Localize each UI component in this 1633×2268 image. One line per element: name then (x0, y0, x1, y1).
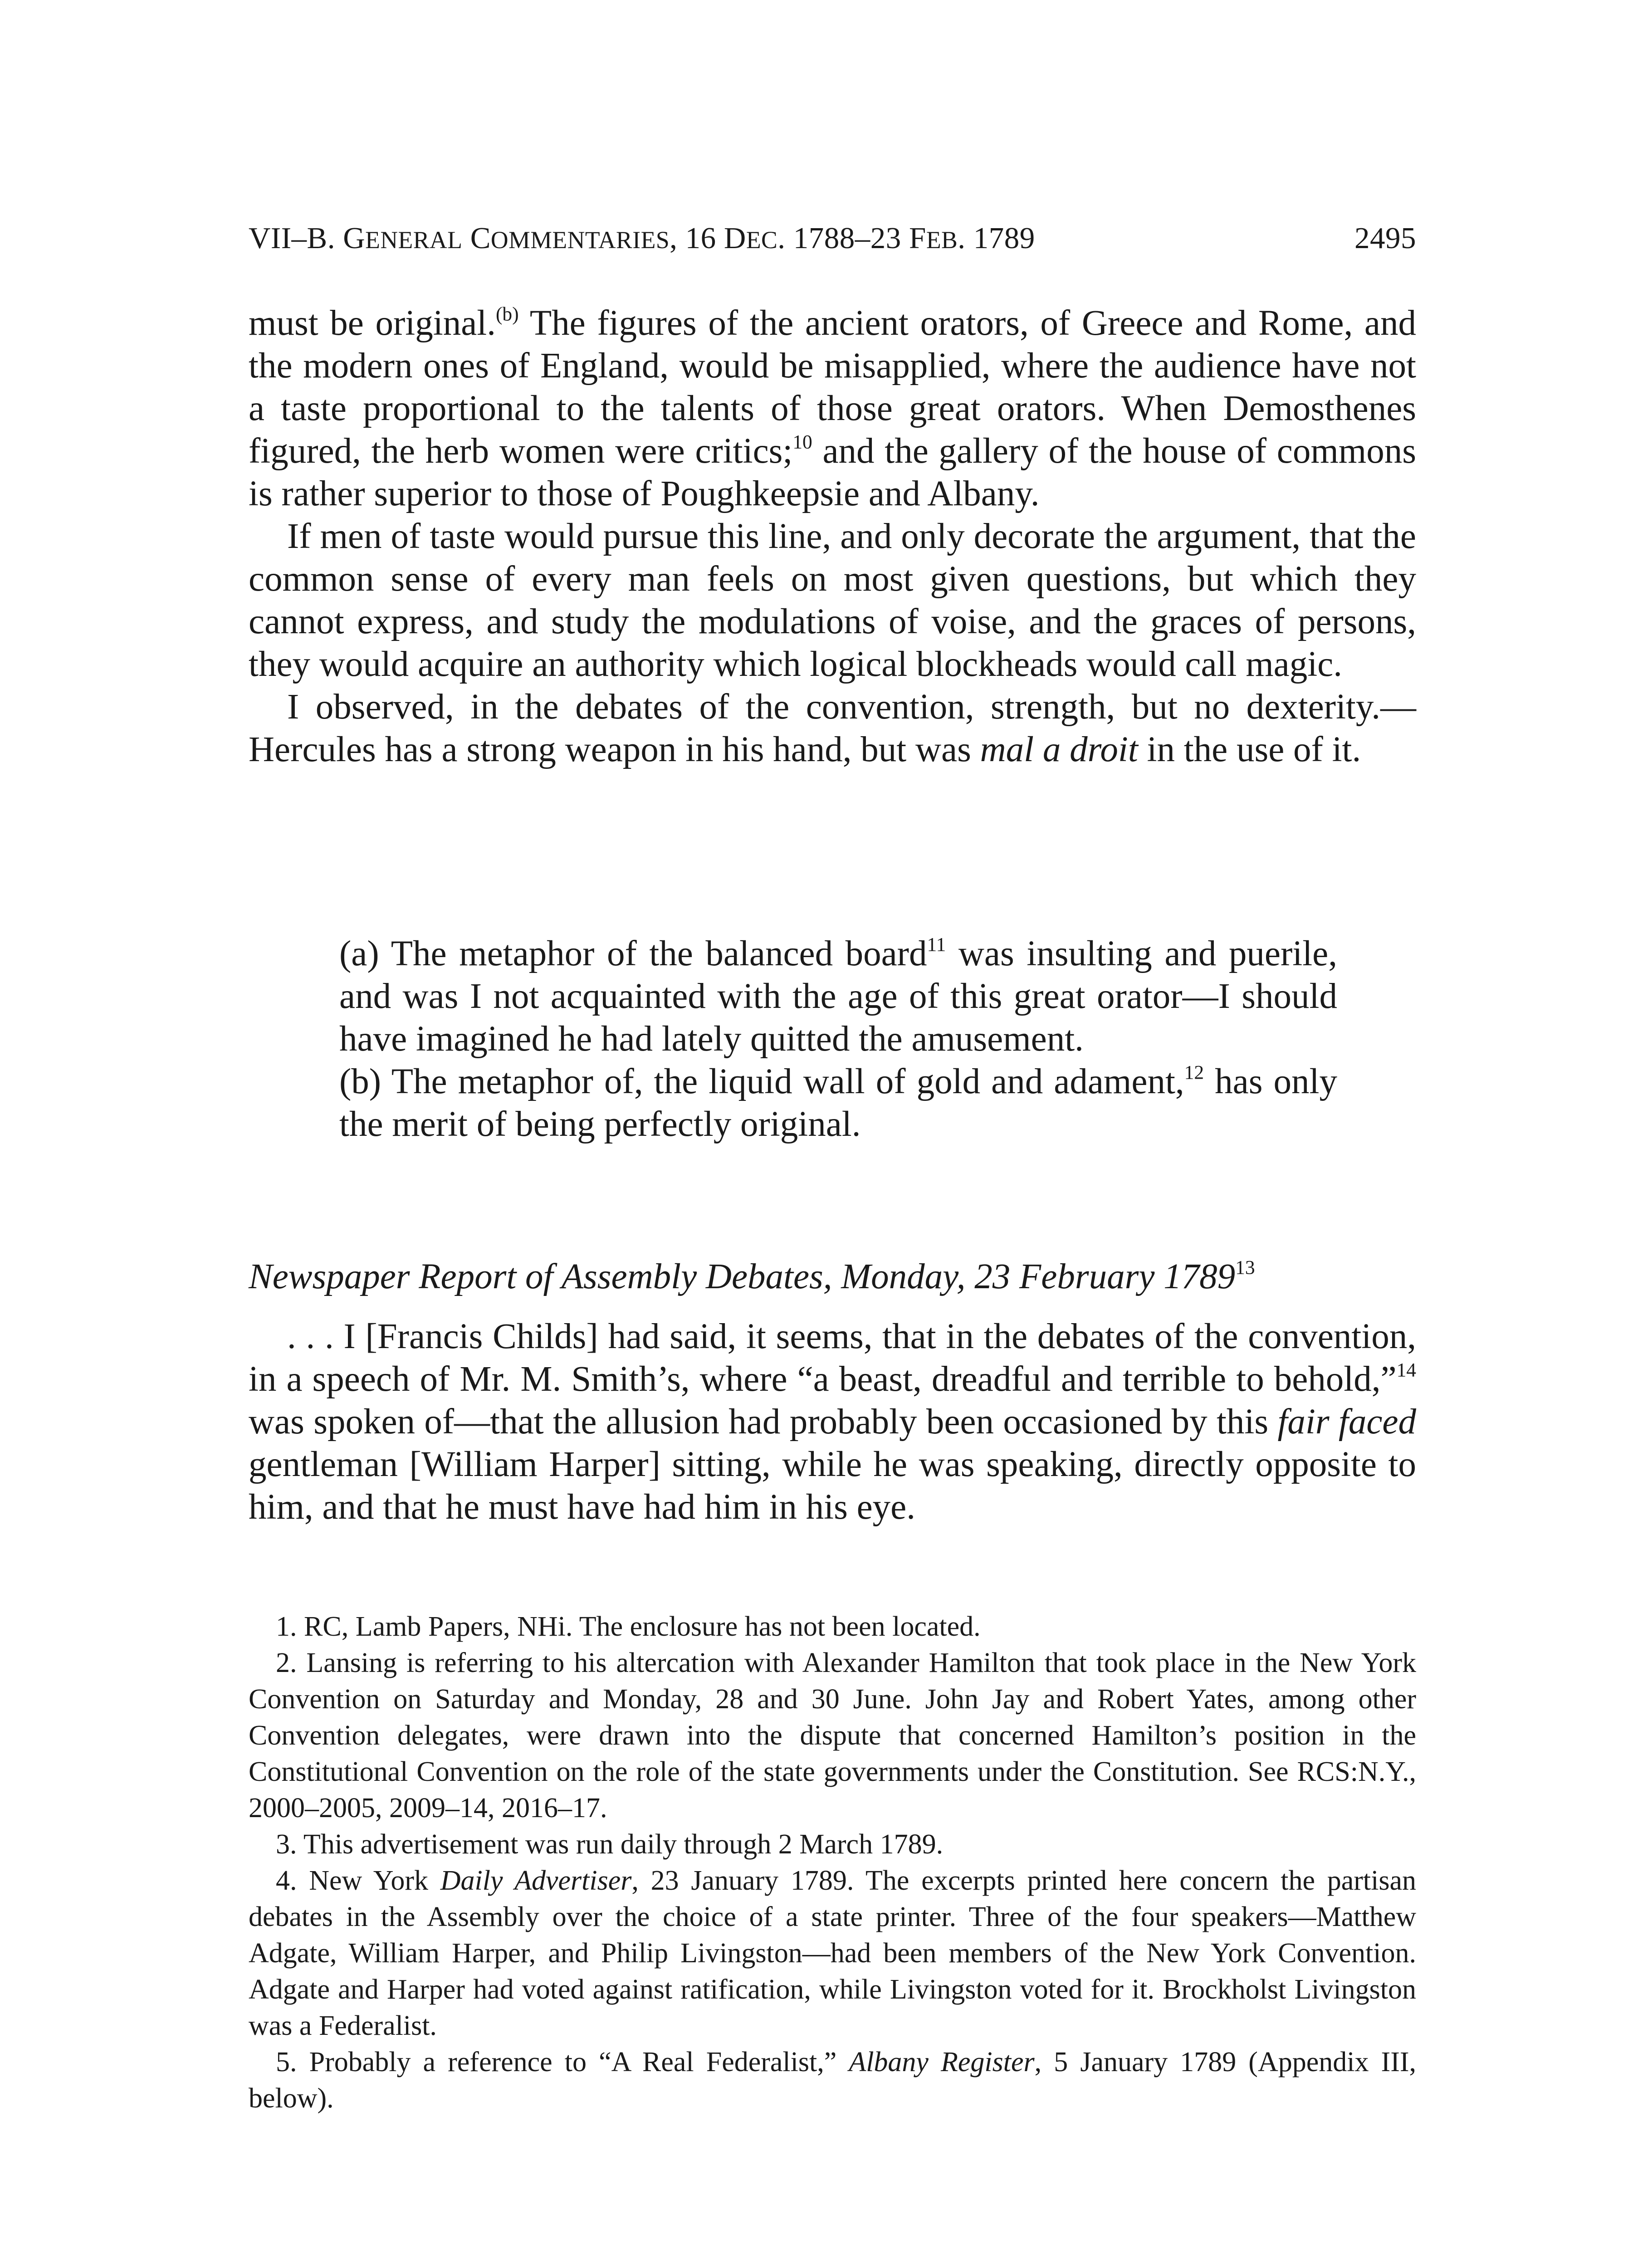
commentary-text (249, 302, 1416, 771)
fn4-end: , 23 January 1789. The excerpts printed here concern the partisan debates in the Assembly over the choice of a state printer. Three of the four speakers—Matthew Adgate, William Harper, and Philip Livingston—had been members of the New York Convention. Adgate and Harper had voted against ratification, while Livingston voted for it. Brockholst Livingston was a Federalist. (249, 1865, 1416, 2041)
fn5-start: 5. Probably a reference to “A Real Federalist,” (276, 2047, 849, 2077)
author-note-b (339, 1061, 1337, 1146)
note-b-start: (b) The metaphor of, the liquid wall of gold and adament, (339, 1062, 1184, 1101)
footnote-5 (249, 2044, 1416, 2116)
note-a-start: (a) The metaphor of the balanced board (339, 934, 927, 973)
fn4-start: 4. New York (276, 1865, 440, 1896)
p1-mid: The figures of the ancient orators, of Greece and Rome, and the modern ones of England, would be misapplied, where the audience have not a taste proportional to the talents of those great orators. When Demosthenes figured, the herb women were critics; (249, 303, 1416, 471)
footnote-2: 2. Lansing is referring to his altercation with Alexander Hamilton that took place in the New York Convention on Saturday and Monday, 28 and 30 June. John Jay and Robert Yates, among other Convention delegates, were drawn into the dispute that concerned Hamilton’s position in the Constitutional Convention on the role of the state governments under the Constitution. See RCS:N.Y., 2000–2005, 2009–14, 2016–17. (249, 1647, 1416, 1823)
p3-end: in the use of it. (1138, 730, 1361, 769)
footnote-1: 1. RC, Lamb Papers, NHi. The enclosure has not been located. (276, 1611, 981, 1642)
report-heading-text: Newspaper Report of Assembly Debates, Monday, 23 February 1789 (249, 1257, 1236, 1296)
report-paragraph (249, 1315, 1416, 1529)
report-text (249, 1315, 1416, 1529)
commentary-paragraph-2: If men of taste would pursue this line, and only decorate the argument, that the common sense of every man feels on most given questions, but which they cannot express, and study the modulations of voise, and the graces of persons, they would acquire an authority which logical blockheads would call magic. (249, 517, 1416, 684)
fn5-italic: Albany Register (849, 2047, 1035, 2077)
p3-start: I observed, in the debates of the convention, strength, but no dexterity.—Hercules has a strong weapon in his hand, but was (249, 687, 1416, 769)
author-notes (339, 933, 1337, 1146)
fn4-italic: Daily Advertiser (440, 1865, 632, 1896)
author-note-a (339, 933, 1337, 1061)
commentary-paragraph-3 (249, 686, 1416, 771)
footnote-3: 3. This advertisement was run daily through 2 March 1789. (276, 1829, 944, 1860)
footnote-4 (249, 1862, 1416, 2044)
running-head (249, 218, 1416, 259)
page-number: 2495 (1354, 221, 1416, 255)
note-mark-b: (b) (495, 303, 519, 325)
p3-italic: mal a droit (980, 730, 1138, 769)
report-mid: was spoken of—that the allusion had probably been occasioned by this (249, 1402, 1278, 1442)
footnote-ref-13: 13 (1235, 1256, 1255, 1279)
p1-start: must be original. (249, 303, 496, 343)
p1-end: and the gallery of the house of commons is rather superior to those of Poughkeepsie and Albany. (249, 431, 1416, 513)
report-end: gentleman [William Harper] sitting, while he was speaking, directly opposite to him, and that he must have had him in his eye. (249, 1445, 1416, 1527)
footnote-ref-10: 10 (792, 431, 812, 453)
note-b-end: has only the merit of being perfectly original. (339, 1062, 1337, 1144)
footnotes (249, 1608, 1416, 2116)
running-head-title: VII–B. GENERAL COMMENTARIES, 16 DEC. 1788–23 FEB. 1789 (249, 221, 1035, 255)
report-heading (249, 1256, 1416, 1298)
report-start: . . . I [Francis Childs] had said, it seems, that in the debates of the convention, in a speech of Mr. M. Smith’s, where “a beast, dreadful and terrible to behold,” (249, 1317, 1416, 1399)
report-italic: fair faced (1277, 1402, 1416, 1442)
commentary-paragraph-1 (249, 302, 1416, 515)
footnote-ref-11: 11 (927, 934, 946, 956)
note-a-end: was insulting and puerile, and was I not acquainted with the age of this great orator—I should have imagined he had lately quitted the amusement. (339, 934, 1337, 1059)
footnote-ref-14: 14 (1396, 1359, 1416, 1381)
footnote-ref-12: 12 (1184, 1061, 1204, 1084)
fn5-end: , 5 January 1789 (Appendix III, below). (249, 2047, 1416, 2114)
